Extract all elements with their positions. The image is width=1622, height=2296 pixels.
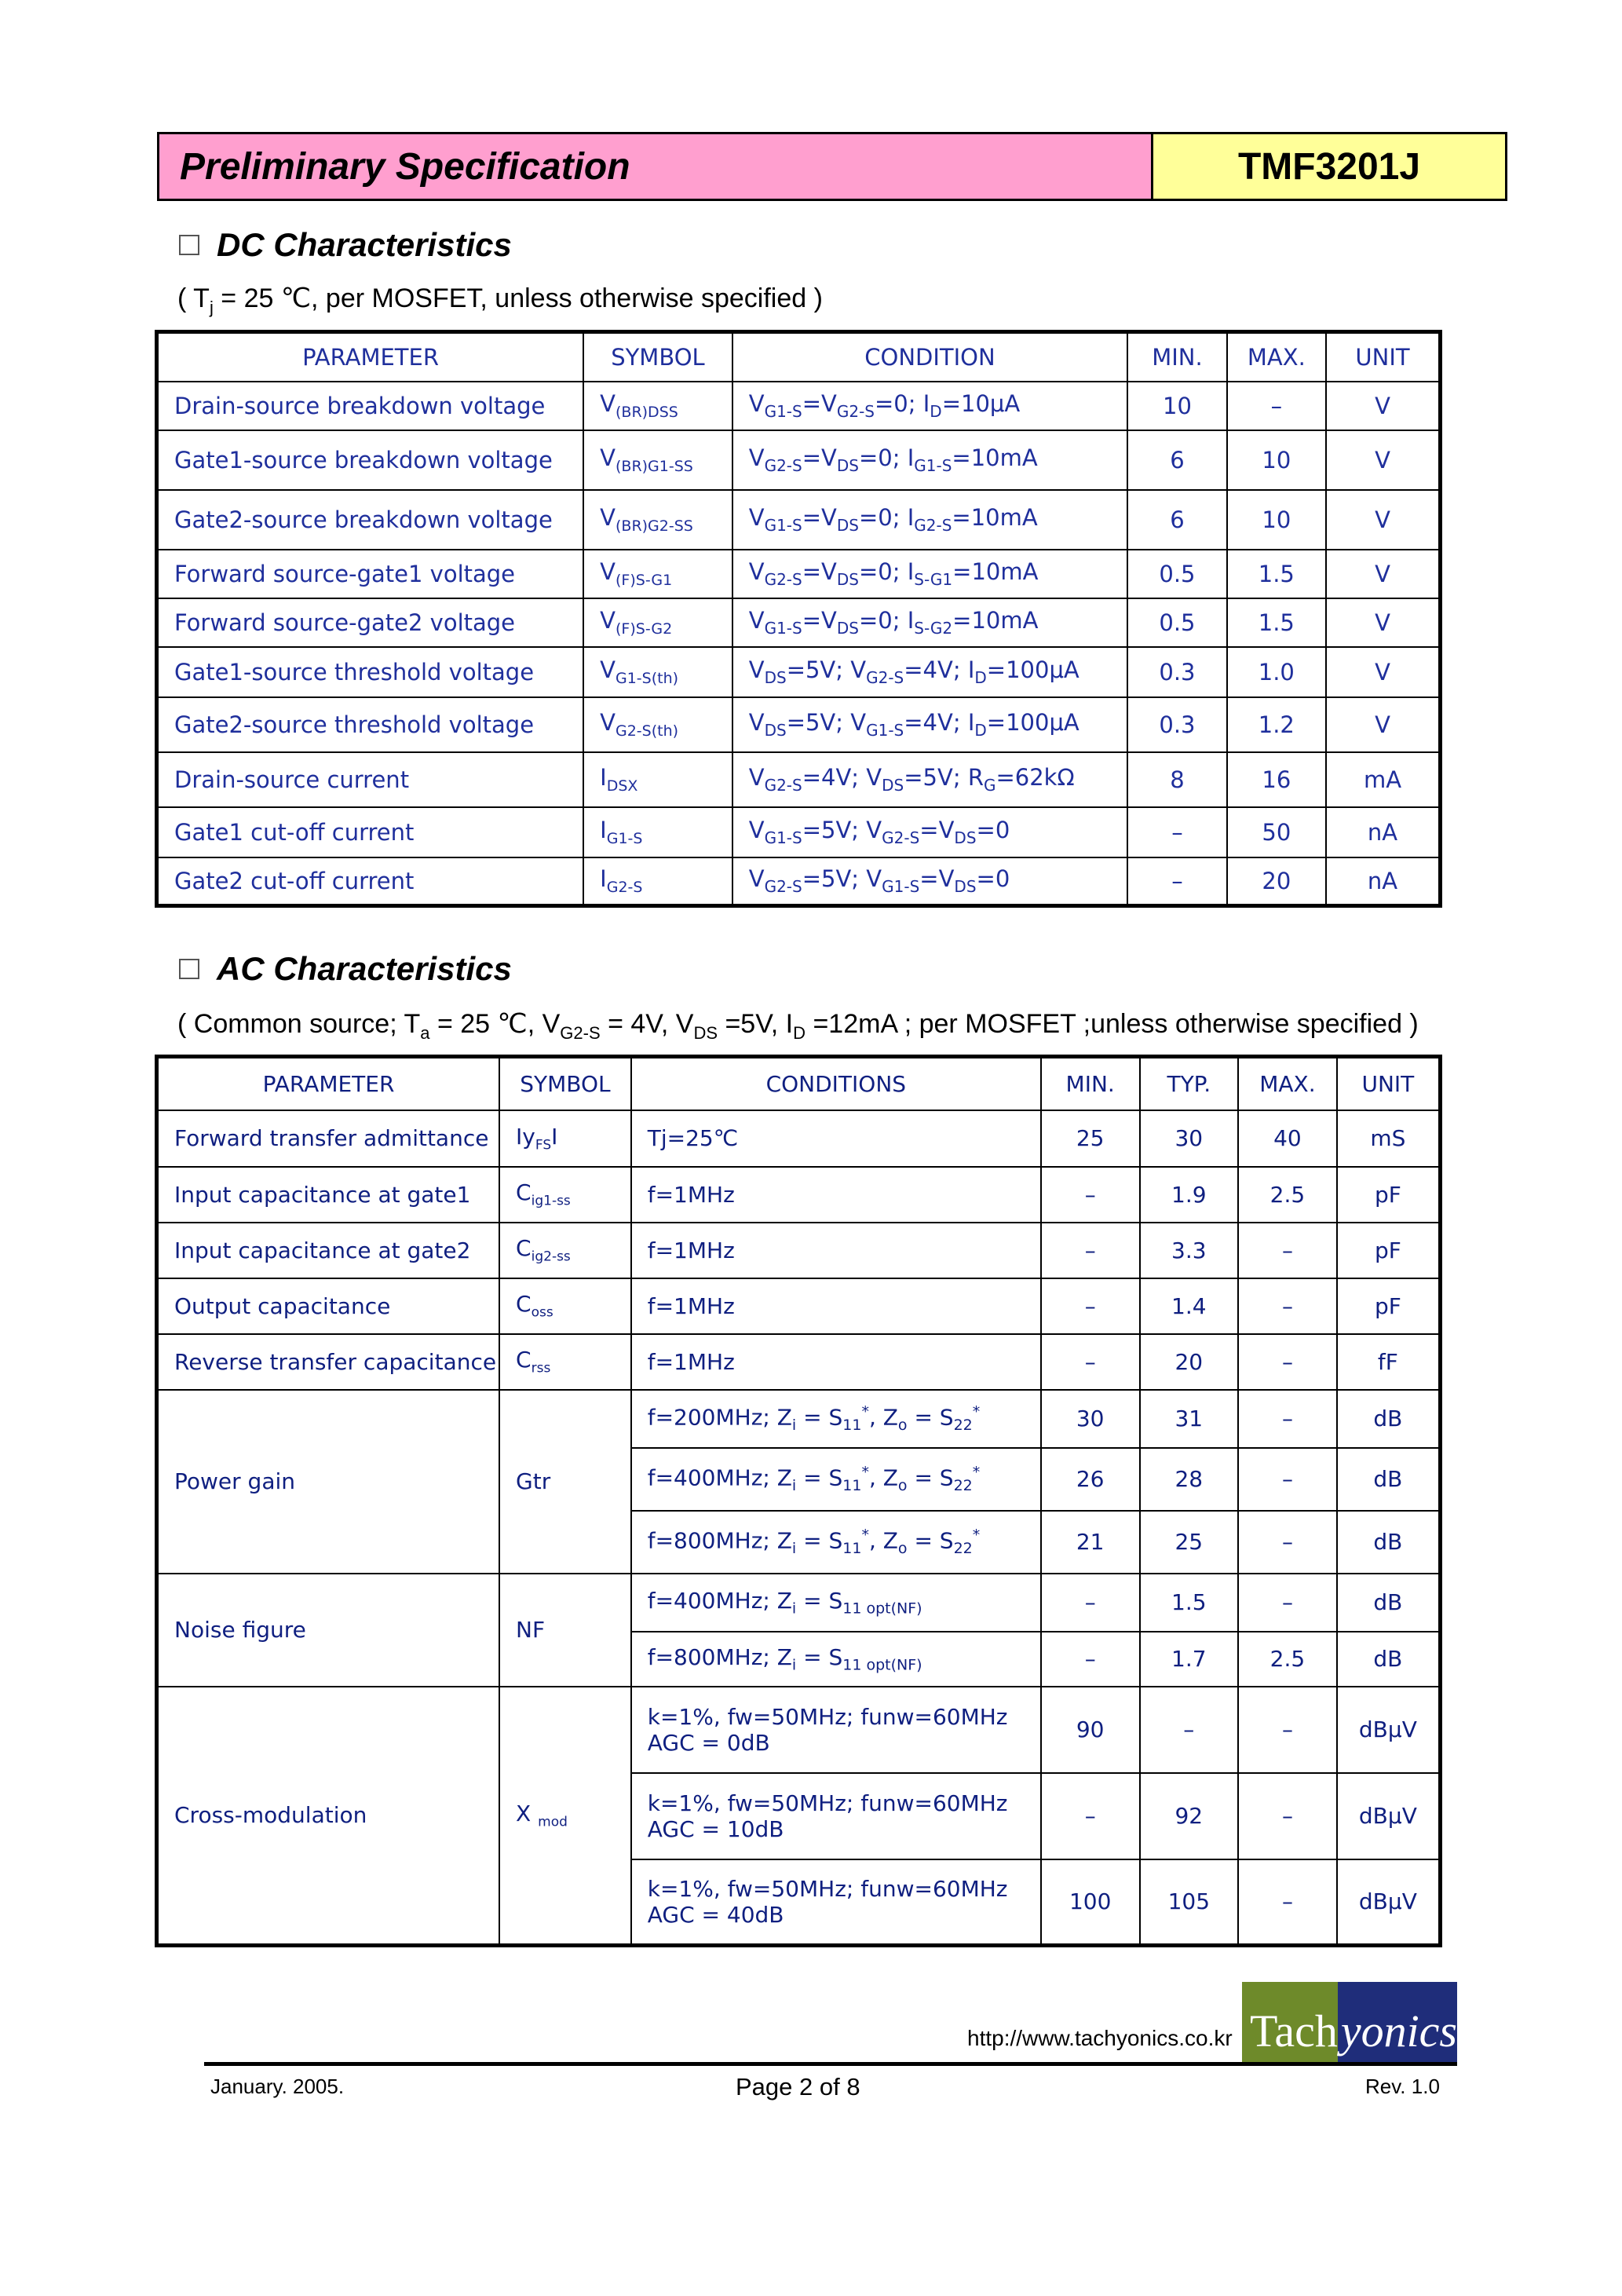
ac-max: 2.5 — [1238, 1632, 1337, 1687]
ac-unit: dBμV — [1337, 1773, 1441, 1859]
dc-param: Gate1-source breakdown voltage — [157, 430, 584, 490]
dc-condition: $V_{G2-S}=5V$; $V_{G1-S}=V_{DS}=0$ — [732, 857, 1128, 906]
dc-param: Forward source-gate2 voltage — [157, 598, 584, 647]
table-row — [157, 647, 1441, 697]
dc-max: 1.5 — [1227, 550, 1326, 598]
dc-header-cell: PARAMETER — [157, 332, 584, 382]
ac-typ: 30 — [1140, 1110, 1239, 1167]
ac-param: Power gain — [157, 1390, 500, 1574]
ac-unit: pF — [1337, 1167, 1441, 1223]
ac-unit: dB — [1337, 1448, 1441, 1511]
ac-typ: 20 — [1140, 1334, 1239, 1390]
dc-min: 0.5 — [1127, 598, 1226, 647]
ac-header-cell: TYP. — [1140, 1057, 1239, 1110]
website-url[interactable]: http://www.tachyonics.co.kr — [967, 2026, 1233, 2050]
dc-max: 10 — [1227, 430, 1326, 490]
dc-symbol: $V_{(BR)DSS}$ — [583, 382, 732, 430]
table-row — [157, 490, 1441, 550]
table-row — [157, 1687, 1441, 1773]
ac-header-cell: CONDITIONS — [631, 1057, 1041, 1110]
ac-unit: fF — [1337, 1334, 1441, 1390]
dc-max: 20 — [1227, 857, 1326, 906]
ac-max: – — [1238, 1334, 1337, 1390]
dc-symbol: $I_{G2-S}$ — [583, 857, 732, 906]
ac-condition: k=1%, fw=50MHz; funw=60MHz AGC = 10dB — [631, 1773, 1041, 1859]
ac-symbol: $C_{rss}$ — [499, 1334, 631, 1390]
dc-min: – — [1127, 807, 1226, 857]
footer-revision: Rev. 1.0 — [1365, 2075, 1440, 2098]
dc-table-header — [157, 332, 1441, 382]
dc-header-cell: MIN. — [1127, 332, 1226, 382]
dc-min: 10 — [1127, 382, 1226, 430]
ac-param: Cross-modulation — [157, 1687, 500, 1946]
dc-unit: V — [1326, 550, 1440, 598]
ac-unit: dB — [1337, 1390, 1441, 1448]
dc-symbol: $V_{G1-S(th)}$ — [583, 647, 732, 697]
dc-note: ( $T_j = 25$ ℃, per MOSFET, unless otherwise specified ) — [177, 283, 823, 317]
dc-min: 0.3 — [1127, 647, 1226, 697]
ac-note: ( Common source; $T_a = 25$ ℃, $V_{G2-S} = 4V$, $V_{DS} =5V$, $I_D =12mA$ ; per MOSFET ;unless otherwise specified ) — [177, 1009, 1419, 1043]
ac-header-cell: MIN. — [1041, 1057, 1140, 1110]
ac-unit: dBμV — [1337, 1859, 1441, 1946]
dc-min: 6 — [1127, 430, 1226, 490]
ac-condition: f=1MHz — [631, 1223, 1041, 1278]
ac-min: 90 — [1041, 1687, 1140, 1773]
ac-min: 26 — [1041, 1448, 1140, 1511]
dc-min: 0.5 — [1127, 550, 1226, 598]
logo-right-text: yonics — [1338, 1982, 1457, 2064]
tachyonics-logo — [1242, 1982, 1457, 2064]
dc-min: 6 — [1127, 490, 1226, 550]
dc-param: Gate2-source threshold voltage — [157, 697, 584, 752]
dc-condition: $V_{G2-S}=V_{DS}=0$; $I_{G1-S}=10mA$ — [732, 430, 1128, 490]
ac-typ: 92 — [1140, 1773, 1239, 1859]
ac-condition: f=400MHz; $Z_i = S_{11 opt(NF)}$ — [631, 1574, 1041, 1632]
table-row — [157, 1223, 1441, 1278]
dc-unit: nA — [1326, 807, 1440, 857]
dc-symbol: $V_{(BR)G2-SS}$ — [583, 490, 732, 550]
checkbox-icon — [179, 235, 199, 255]
ac-max: – — [1238, 1448, 1337, 1511]
ac-param: Forward transfer admittance — [157, 1110, 500, 1167]
ac-max: 2.5 — [1238, 1167, 1337, 1223]
ac-condition: f=200MHz; $Z_i = S_{11}^*$, $Z_o = S_{22}^*$ — [631, 1390, 1041, 1448]
ac-max: – — [1238, 1859, 1337, 1946]
dc-condition: $V_{DS}=5V$; $V_{G1-S}=4V$; $I_D=100\mu A$ — [732, 697, 1128, 752]
ac-typ: 3.3 — [1140, 1223, 1239, 1278]
ac-table-header — [157, 1057, 1441, 1110]
dc-condition: $V_{G1-S}=5V$; $V_{G2-S}=V_{DS}=0$ — [732, 807, 1128, 857]
dc-param: Gate1 cut-off current — [157, 807, 584, 857]
ac-symbol: Gtr — [499, 1390, 631, 1574]
ac-typ: 1.5 — [1140, 1574, 1239, 1632]
ac-min: – — [1041, 1167, 1140, 1223]
ac-unit: dBμV — [1337, 1687, 1441, 1773]
ac-symbol: NF — [499, 1574, 631, 1687]
dc-max: 1.2 — [1227, 697, 1326, 752]
dc-param: Drain-source breakdown voltage — [157, 382, 584, 430]
table-row — [157, 1278, 1441, 1334]
dc-header-cell: SYMBOL — [583, 332, 732, 382]
dc-condition: $V_{G2-S}=V_{DS}=0$; $I_{S-G1}=10mA$ — [732, 550, 1128, 598]
ac-min: – — [1041, 1223, 1140, 1278]
table-row — [157, 807, 1441, 857]
dc-unit: V — [1326, 647, 1440, 697]
dc-symbol: $I_{DSX}$ — [583, 752, 732, 807]
doc-title: Preliminary Specification — [159, 134, 1153, 199]
dc-min: – — [1127, 857, 1226, 906]
dc-header-cell: MAX. — [1227, 332, 1326, 382]
dc-min: 8 — [1127, 752, 1226, 807]
dc-header-cell: UNIT — [1326, 332, 1440, 382]
ac-symbol: $C_{oss}$ — [499, 1278, 631, 1334]
dc-min: 0.3 — [1127, 697, 1226, 752]
header-bar — [157, 132, 1507, 201]
dc-param: Gate2-source breakdown voltage — [157, 490, 584, 550]
dc-max: 10 — [1227, 490, 1326, 550]
ac-condition: f=800MHz; $Z_i = S_{11 opt(NF)}$ — [631, 1632, 1041, 1687]
dc-symbol: $V_{(F)S-G2}$ — [583, 598, 732, 647]
table-row — [157, 1167, 1441, 1223]
dc-condition: $V_{G2-S}=4V$; $V_{DS}=5V$; $R_G=62k\Omega$ — [732, 752, 1128, 807]
ac-typ: 105 — [1140, 1859, 1239, 1946]
ac-typ: 25 — [1140, 1511, 1239, 1574]
ac-max: – — [1238, 1773, 1337, 1859]
ac-min: – — [1041, 1632, 1140, 1687]
footer-divider — [204, 2062, 1457, 2066]
ac-symbol: $Iy_{FS}I$ — [499, 1110, 631, 1167]
dc-symbol: $I_{G1-S}$ — [583, 807, 732, 857]
ac-header-cell: PARAMETER — [157, 1057, 500, 1110]
ac-param: Input capacitance at gate1 — [157, 1167, 500, 1223]
ac-max: – — [1238, 1687, 1337, 1773]
dc-header-cell: CONDITION — [732, 332, 1128, 382]
dc-max: 50 — [1227, 807, 1326, 857]
ac-typ: 1.9 — [1140, 1167, 1239, 1223]
ac-unit: pF — [1337, 1278, 1441, 1334]
logo-left-text: Tach — [1242, 1982, 1338, 2064]
ac-max: 40 — [1238, 1110, 1337, 1167]
dc-unit: V — [1326, 598, 1440, 647]
ac-param: Reverse transfer capacitance — [157, 1334, 500, 1390]
ac-param: Input capacitance at gate2 — [157, 1223, 500, 1278]
ac-unit: dB — [1337, 1574, 1441, 1632]
dc-condition: $V_{G1-S}=V_{G2-S}=0$; $I_D=10\mu A$ — [732, 382, 1128, 430]
table-row — [157, 1110, 1441, 1167]
ac-typ: 28 — [1140, 1448, 1239, 1511]
dc-condition: $V_{DS}=5V$; $V_{G2-S}=4V$; $I_D=100\mu A$ — [732, 647, 1128, 697]
dc-max: 16 — [1227, 752, 1326, 807]
dc-param: Drain-source current — [157, 752, 584, 807]
dc-condition: $V_{G1-S}=V_{DS}=0$; $I_{S-G2}=10mA$ — [732, 598, 1128, 647]
ac-min: 21 — [1041, 1511, 1140, 1574]
dc-unit: V — [1326, 382, 1440, 430]
dc-symbol: $V_{(BR)G1-SS}$ — [583, 430, 732, 490]
ac-symbol: X $_{mod}$ — [499, 1687, 631, 1946]
footer-date: January. 2005. — [210, 2075, 345, 2098]
table-row — [157, 1574, 1441, 1632]
ac-header-cell: UNIT — [1337, 1057, 1441, 1110]
dc-title-text: DC Characteristics — [217, 226, 512, 263]
ac-unit: dB — [1337, 1511, 1441, 1574]
ac-symbol: $C_{ig2-ss}$ — [499, 1223, 631, 1278]
dc-table — [155, 330, 1442, 908]
ac-header-cell: SYMBOL — [499, 1057, 631, 1110]
ac-condition: f=400MHz; $Z_i = S_{11}^*$, $Z_o = S_{22}^*$ — [631, 1448, 1041, 1511]
ac-condition: f=1MHz — [631, 1334, 1041, 1390]
ac-typ: 1.7 — [1140, 1632, 1239, 1687]
dc-param: Gate2 cut-off current — [157, 857, 584, 906]
ac-unit: dB — [1337, 1632, 1441, 1687]
part-number: TMF3201J — [1153, 134, 1505, 199]
table-row — [157, 382, 1441, 430]
ac-unit: pF — [1337, 1223, 1441, 1278]
table-row — [157, 697, 1441, 752]
ac-param: Output capacitance — [157, 1278, 500, 1334]
dc-unit: mA — [1326, 752, 1440, 807]
dc-condition: $V_{G1-S}=V_{DS}=0$; $I_{G2-S}=10mA$ — [732, 490, 1128, 550]
checkbox-icon — [179, 959, 199, 979]
ac-condition: k=1%, fw=50MHz; funw=60MHz AGC = 40dB — [631, 1859, 1041, 1946]
table-row — [157, 550, 1441, 598]
ac-section-title — [179, 950, 512, 988]
ac-symbol: $C_{ig1-ss}$ — [499, 1167, 631, 1223]
dc-unit: V — [1326, 697, 1440, 752]
table-row — [157, 857, 1441, 906]
ac-condition: k=1%, fw=50MHz; funw=60MHz AGC = 0dB — [631, 1687, 1041, 1773]
ac-typ: – — [1140, 1687, 1239, 1773]
table-row — [157, 598, 1441, 647]
ac-max: – — [1238, 1278, 1337, 1334]
ac-param: Noise figure — [157, 1574, 500, 1687]
dc-max: – — [1227, 382, 1326, 430]
table-row — [157, 1334, 1441, 1390]
ac-min: 25 — [1041, 1110, 1140, 1167]
ac-typ: 31 — [1140, 1390, 1239, 1448]
ac-max: – — [1238, 1223, 1337, 1278]
ac-condition: Tj=25℃ — [631, 1110, 1041, 1167]
ac-unit: mS — [1337, 1110, 1441, 1167]
table-row — [157, 430, 1441, 490]
ac-max: – — [1238, 1390, 1337, 1448]
ac-min: 30 — [1041, 1390, 1140, 1448]
dc-symbol: $V_{G2-S(th)}$ — [583, 697, 732, 752]
dc-param: Forward source-gate1 voltage — [157, 550, 584, 598]
ac-table — [155, 1055, 1442, 1947]
ac-header-cell: MAX. — [1238, 1057, 1337, 1110]
ac-min: – — [1041, 1334, 1140, 1390]
table-row — [157, 1390, 1441, 1448]
ac-typ: 1.4 — [1140, 1278, 1239, 1334]
ac-condition: f=1MHz — [631, 1278, 1041, 1334]
dc-unit: V — [1326, 430, 1440, 490]
dc-section-title — [179, 226, 512, 264]
ac-condition: f=1MHz — [631, 1167, 1041, 1223]
footer-page-number: Page 2 of 8 — [736, 2073, 860, 2100]
ac-min: 100 — [1041, 1859, 1140, 1946]
dc-symbol: $V_{(F)S-G1}$ — [583, 550, 732, 598]
dc-param: Gate1-source threshold voltage — [157, 647, 584, 697]
ac-title-text: AC Characteristics — [217, 950, 512, 987]
ac-max: – — [1238, 1511, 1337, 1574]
ac-min: – — [1041, 1773, 1140, 1859]
dc-unit: nA — [1326, 857, 1440, 906]
dc-max: 1.5 — [1227, 598, 1326, 647]
table-row — [157, 752, 1441, 807]
ac-max: – — [1238, 1574, 1337, 1632]
ac-min: – — [1041, 1574, 1140, 1632]
ac-min: – — [1041, 1278, 1140, 1334]
dc-max: 1.0 — [1227, 647, 1326, 697]
ac-condition: f=800MHz; $Z_i = S_{11}^*$, $Z_o = S_{22}^*$ — [631, 1511, 1041, 1574]
dc-unit: V — [1326, 490, 1440, 550]
